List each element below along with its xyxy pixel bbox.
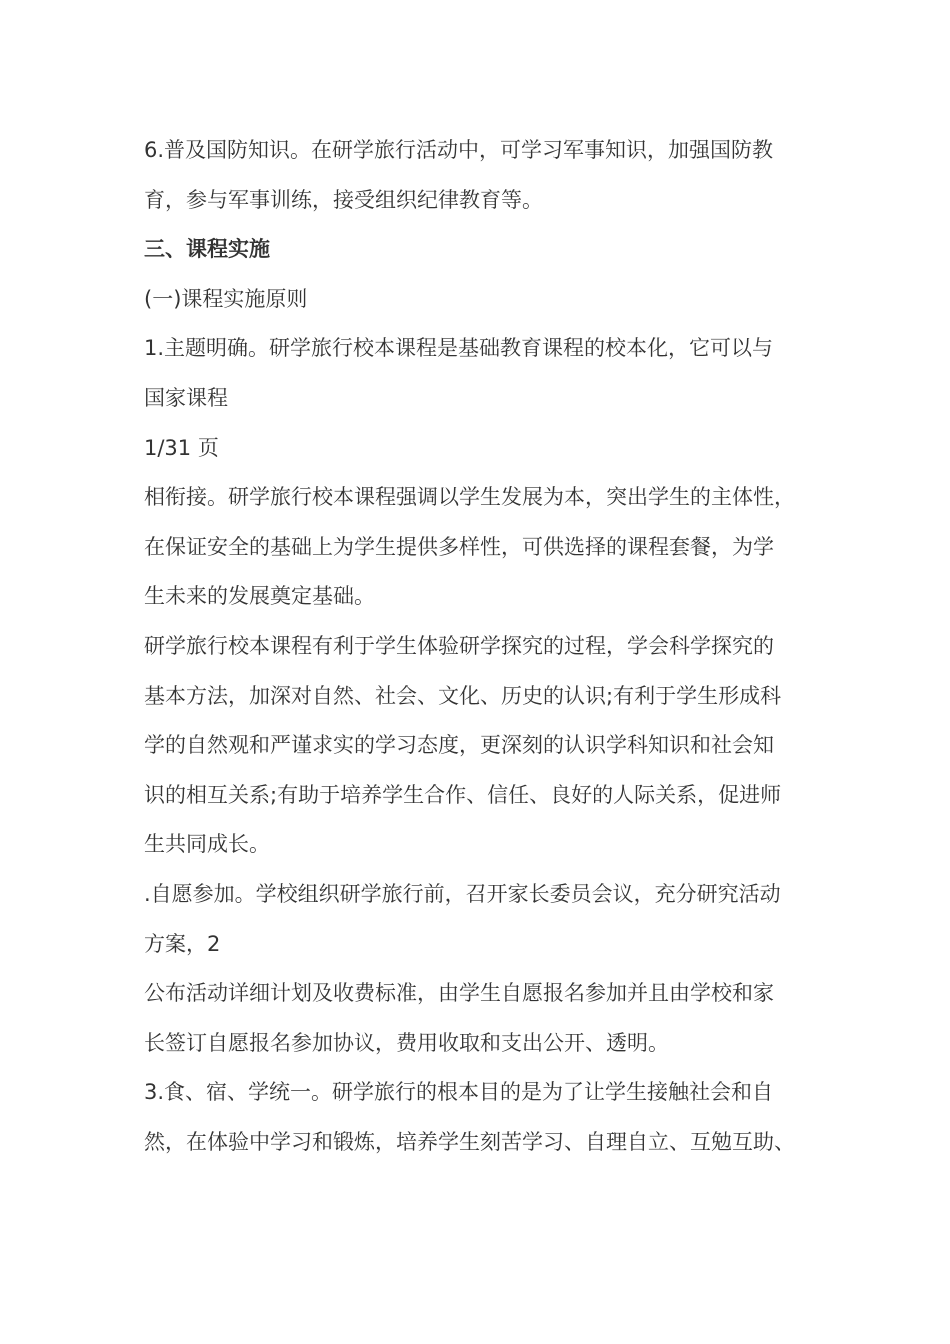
body-text-line: 1.主题明确。研学旅行校本课程是基础教育课程的校本化，它可以与: [144, 336, 774, 361]
body-text-line: 方案，2: [144, 931, 221, 956]
body-text-line: 公布活动详细计划及收费标准，由学生自愿报名参加并且由学校和家: [144, 981, 774, 1006]
page-number: 1/31 页: [144, 435, 219, 460]
body-text-line: 长签订自愿报名参加协议，费用收取和支出公开、透明。: [144, 1030, 669, 1055]
body-text-line: 国家课程: [144, 385, 228, 410]
body-text-line: 生共同成长。: [144, 832, 270, 857]
body-text-line: 在保证安全的基础上为学生提供多样性，可供选择的课程套餐，为学: [144, 534, 774, 559]
body-text-line: 6.普及国防知识。在研学旅行活动中，可学习军事知识，加强国防教: [144, 138, 774, 162]
section-heading: 三、课程实施: [144, 237, 270, 262]
document-body: [144, 126, 824, 1167]
body-text-line: 3.食、宿、学统一。研学旅行的根本目的是为了让学生接触社会和自: [144, 1080, 774, 1105]
body-text-line: 育，参与军事训练，接受组织纪律教育等。: [144, 187, 543, 212]
body-text-line: 学的自然观和严谨求实的学习态度，更深刻的认识学科知识和社会知: [144, 733, 774, 758]
body-text-line: 生未来的发展奠定基础。: [144, 584, 375, 609]
body-text-line: 相衔接。研学旅行校本课程强调以学生发展为本，突出学生的主体性，: [144, 485, 795, 510]
body-text-line: .自愿参加。学校组织研学旅行前，召开家长委员会议，充分研究活动: [144, 881, 781, 906]
body-text-line: 识的相互关系;有助于培养学生合作、信任、良好的人际关系，促进师: [144, 782, 782, 807]
body-text-line: 研学旅行校本课程有利于学生体验研学探究的过程，学会科学探究的: [144, 633, 774, 658]
subsection-heading: (一)课程实施原则: [144, 286, 308, 311]
body-text-line: 基本方法，加深对自然、社会、文化、历史的认识;有利于学生形成科: [144, 683, 782, 708]
body-text-line: 然，在体验中学习和锻炼，培养学生刻苦学习、自理自立、互勉互助、: [144, 1129, 795, 1154]
